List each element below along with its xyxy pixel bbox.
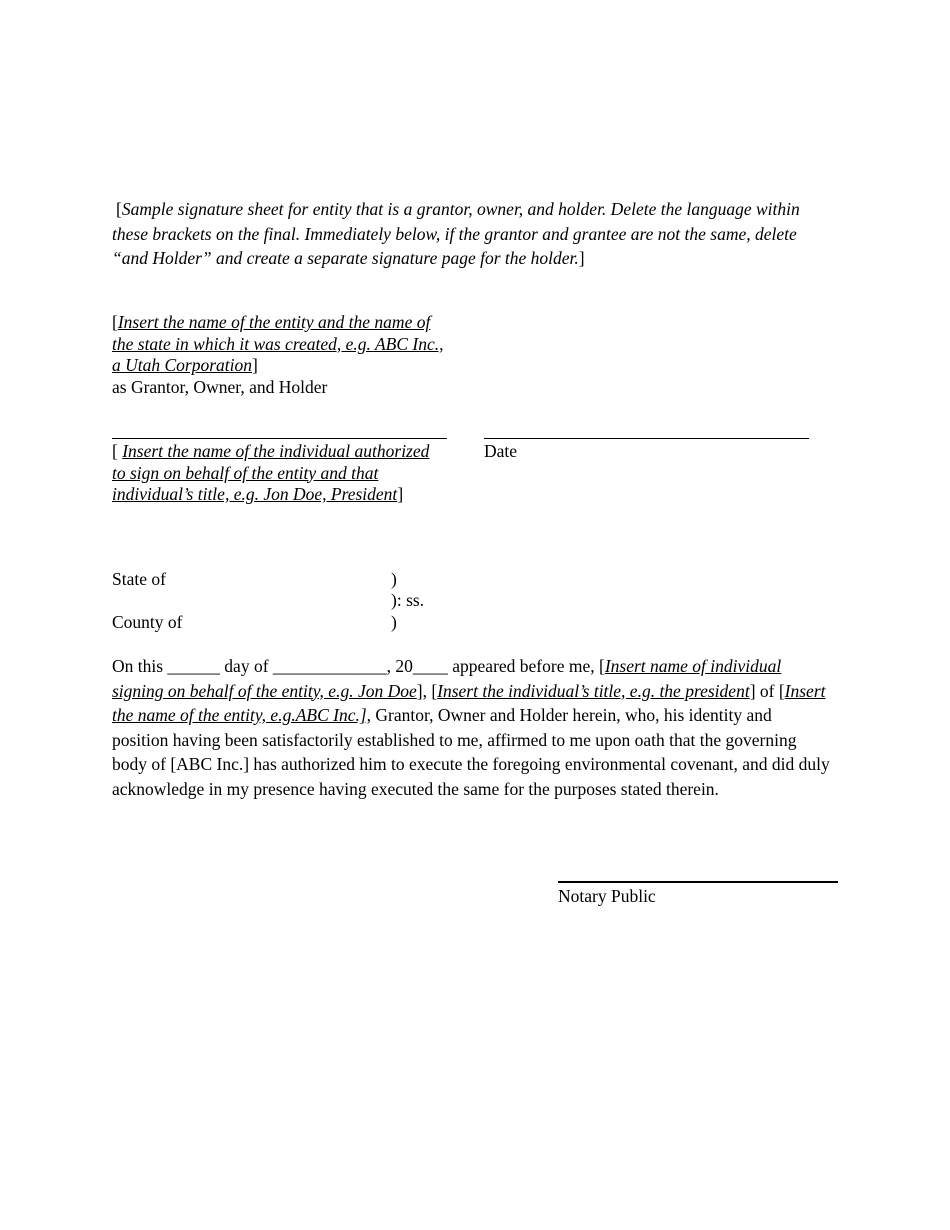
entity-placeholder-2: the state in which it was created, e.g. ABC Inc.,	[112, 333, 444, 354]
signature-line	[112, 438, 447, 439]
ack-placeholder-entity: Insert the name of the entity, e.g.ABC Inc.],	[112, 680, 826, 725]
venue-paren-top: )	[391, 569, 397, 589]
notary-signature-line	[558, 881, 838, 883]
entity-placeholder-3: a Utah Corporation	[112, 355, 253, 375]
ack-text-4: Grantor, Owner and Holder herein, who, his identity and position having been satisfactorily established to me, affirmed to me upon oath that the governing body of [ABC Inc.] has authorized him to execute the foregoing environmental covenant, and did duly acknowledge in my presence having executed the same for the purposes stated therein.	[112, 705, 830, 799]
signer-placeholder-3: individual’s title, e.g. Jon Doe, President	[112, 484, 398, 504]
bracket-open: [	[112, 441, 123, 461]
signer-block	[112, 441, 472, 506]
bracket-close: ]	[397, 484, 404, 504]
entity-line-1	[112, 312, 492, 334]
ack-placeholder-title: Insert the individual’s title, e.g. the president	[437, 680, 750, 701]
date-line	[484, 438, 809, 439]
bracket-close: ]	[252, 355, 258, 375]
entity-role: as Grantor, Owner, and Holder	[112, 376, 328, 397]
entity-line-2	[112, 334, 492, 356]
instructions-paragraph	[112, 197, 832, 271]
entity-block	[112, 312, 492, 398]
entity-line-3	[112, 355, 492, 377]
signer-line-2	[112, 463, 472, 485]
bracket-open: [	[112, 312, 118, 332]
venue-ss: ): ss.	[391, 590, 425, 610]
instructions-text: Sample signature sheet for entity that is a grantor, owner, and holder. Delete the language within these brackets on the final. Immediately below, if the grantor and grantee are not the same, delete “and Holder” and create a separate signature page for the holder.	[112, 199, 800, 268]
signer-placeholder-1: Insert the name of the individual authorized	[122, 441, 430, 461]
county-label: County of	[112, 612, 183, 632]
entity-placeholder-1: Insert the name of the entity and the name of	[117, 312, 431, 332]
ack-placeholder-individual: Insert name of individual signing on behalf of the entity, e.g. Jon Doe	[112, 656, 782, 701]
signer-placeholder-2: to sign on behalf of the entity and that	[112, 462, 379, 483]
signer-line-3	[112, 484, 472, 506]
ack-text-2: ], [	[416, 680, 438, 701]
ack-text-1: On this ______ day of _____________, 20____ appeared before me, [	[112, 656, 605, 676]
date-label: Date	[484, 441, 518, 461]
bracket-open: [	[116, 199, 122, 219]
ack-text-3: ] of [	[749, 680, 785, 701]
venue-paren-bottom: )	[391, 612, 397, 632]
state-label: State of	[112, 569, 166, 589]
acknowledgment-paragraph	[112, 654, 832, 801]
signer-line-1	[112, 441, 472, 463]
notary-label: Notary Public	[558, 886, 656, 906]
bracket-close: ]	[578, 248, 585, 268]
